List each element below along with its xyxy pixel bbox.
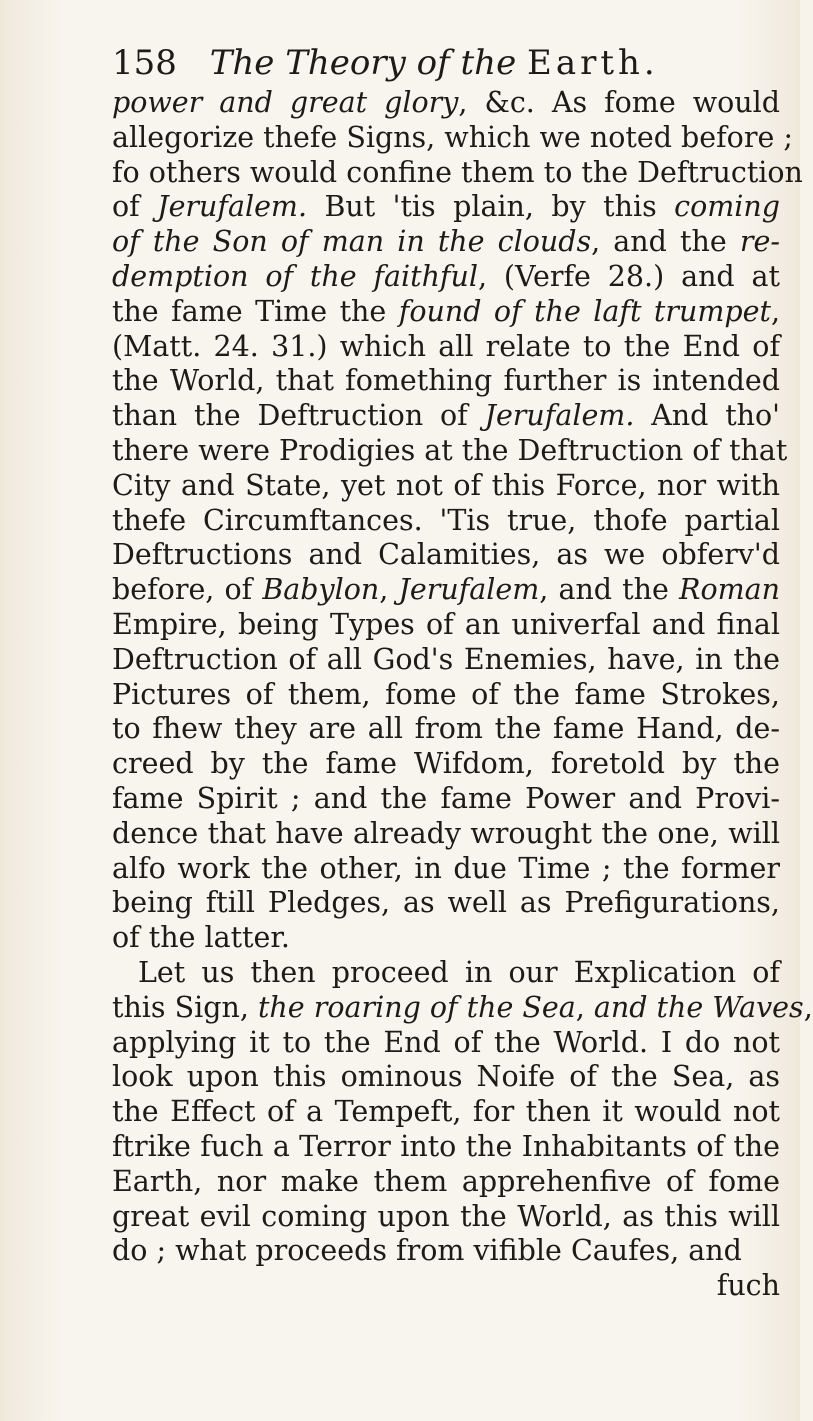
text-run: alfo work the other, in due Time ; the former bbox=[112, 851, 780, 885]
text-run: Deftruction of all God's Enemies, have, in the bbox=[112, 642, 780, 676]
text-line bbox=[112, 921, 780, 956]
text-run: Earth, nor make them apprehenfive of fome bbox=[112, 1164, 780, 1198]
text-line bbox=[112, 956, 780, 991]
running-header bbox=[112, 40, 772, 86]
text-line bbox=[112, 225, 780, 260]
text-line bbox=[112, 155, 803, 191]
text-line bbox=[112, 1130, 780, 1165]
text-run: But 'tis plain, by this bbox=[307, 190, 675, 224]
catchword bbox=[112, 1269, 780, 1304]
italic-text: power and great glory bbox=[112, 86, 459, 119]
italic-text: re- bbox=[739, 225, 780, 259]
italic-text: found of the laft trumpet bbox=[398, 294, 771, 328]
text-run: this Sign, bbox=[112, 990, 258, 1024]
text-run: fuch bbox=[716, 1269, 780, 1303]
text-run: there were Prodigies at the Deftruction of that bbox=[112, 433, 788, 467]
text-run: to fhew they are all from the fame Hand, de- bbox=[112, 712, 780, 746]
text-line bbox=[112, 886, 780, 921]
text-run: look upon this ominous Noife of the Sea, as bbox=[112, 1060, 780, 1094]
text-run: than the Deftruction of bbox=[112, 399, 485, 433]
text-line bbox=[112, 1165, 780, 1200]
text-line bbox=[112, 260, 780, 295]
text-line bbox=[112, 364, 780, 399]
text-run: fo others would confine them to the Deftruction bbox=[112, 155, 803, 189]
text-run: of the latter. bbox=[112, 921, 290, 955]
text-run: creed by the fame Wifdom, foretold by the bbox=[112, 747, 780, 781]
text-run: before, of bbox=[112, 573, 263, 607]
italic-text: the roaring of the Sea bbox=[257, 990, 576, 1024]
text-run: And tho' bbox=[634, 399, 781, 433]
text-run: the Effect of a Tempeft, for then it would not bbox=[112, 1095, 780, 1129]
text-line bbox=[112, 504, 780, 539]
text-run: Let us then proceed in our Explication of bbox=[138, 955, 780, 989]
page-number: 158 bbox=[112, 43, 177, 83]
running-title: The Theory of the bbox=[209, 43, 517, 83]
text-line bbox=[112, 469, 780, 504]
text-run: thefe Circumftances. 'Tis true, thofe partial bbox=[112, 503, 780, 537]
text-run: , bbox=[379, 573, 399, 607]
italic-text: demption of the faithful bbox=[112, 259, 478, 293]
italic-text: Jerufalem. bbox=[484, 399, 635, 433]
italic-text: of the Son of man in the clouds bbox=[112, 225, 592, 259]
text-run: applying it to the End of the World. I do not bbox=[112, 1025, 780, 1059]
text-line bbox=[112, 608, 780, 643]
italic-text: and the Waves bbox=[593, 990, 804, 1024]
text-line bbox=[112, 538, 780, 573]
text-run: of bbox=[112, 190, 158, 224]
text-line bbox=[112, 1200, 780, 1235]
text-line bbox=[112, 782, 780, 817]
text-line bbox=[112, 990, 813, 1026]
text-run: , bbox=[575, 990, 594, 1024]
text-run: , and the bbox=[591, 225, 740, 259]
text-run: City and State, yet not of this Force, nor with bbox=[112, 468, 780, 502]
text-line bbox=[112, 573, 780, 608]
body-text bbox=[112, 86, 813, 1304]
running-title-caps: Earth. bbox=[527, 43, 659, 83]
text-run: do ; what proceeds from vifible Caufes, and bbox=[112, 1234, 742, 1268]
text-run: great evil coming upon the World, as this will bbox=[112, 1199, 780, 1233]
italic-text: Jerufalem. bbox=[157, 190, 308, 224]
text-line bbox=[112, 190, 780, 225]
text-run: ftrike fuch a Terror into the Inhabitants of the bbox=[112, 1129, 780, 1163]
text-run: being ftill Pledges, as well as Prefigurations, bbox=[112, 886, 780, 920]
text-run: the fame Time the bbox=[112, 294, 399, 328]
text-run: Empire, being Types of an univerfal and final bbox=[112, 607, 780, 641]
text-run: dence that have already wrought the one, will bbox=[112, 816, 780, 850]
text-line bbox=[112, 1026, 780, 1061]
italic-text: Babylon bbox=[262, 573, 380, 607]
text-line bbox=[112, 852, 780, 887]
text-run: , bbox=[770, 294, 780, 328]
text-run: Pictures of them, fome of the fame Strokes, bbox=[112, 677, 780, 711]
text-run: , and the bbox=[539, 573, 679, 607]
text-line bbox=[112, 747, 780, 782]
text-line bbox=[112, 295, 780, 330]
text-run: fame Spirit ; and the fame Power and Provi- bbox=[112, 781, 780, 815]
text-run: allegorize thefe Signs, which we noted before ; bbox=[112, 120, 793, 154]
text-line bbox=[112, 678, 780, 713]
italic-text: Jerufalem bbox=[398, 573, 540, 607]
text-line bbox=[112, 330, 780, 365]
text-line bbox=[112, 1060, 780, 1095]
text-line bbox=[112, 1095, 780, 1130]
text-line bbox=[112, 817, 780, 852]
text-run: Deftructions and Calamities, as we obferv'd bbox=[112, 538, 780, 572]
text-line bbox=[112, 643, 780, 678]
text-line bbox=[112, 86, 780, 121]
text-run: , &c. As fome would bbox=[458, 86, 780, 119]
text-run: , (Verfe 28.) and at bbox=[477, 259, 780, 293]
italic-text: Roman bbox=[678, 573, 780, 607]
text-run: (Matt. 24. 31.) which all relate to the End of bbox=[112, 329, 780, 363]
text-line bbox=[112, 433, 788, 469]
text-line bbox=[112, 1234, 780, 1269]
text-line bbox=[112, 120, 793, 156]
text-run: , bbox=[803, 990, 813, 1024]
text-line bbox=[112, 399, 780, 434]
text-run: the World, that fomething further is intended bbox=[112, 364, 780, 398]
italic-text: coming bbox=[674, 190, 780, 224]
text-line bbox=[112, 712, 780, 747]
